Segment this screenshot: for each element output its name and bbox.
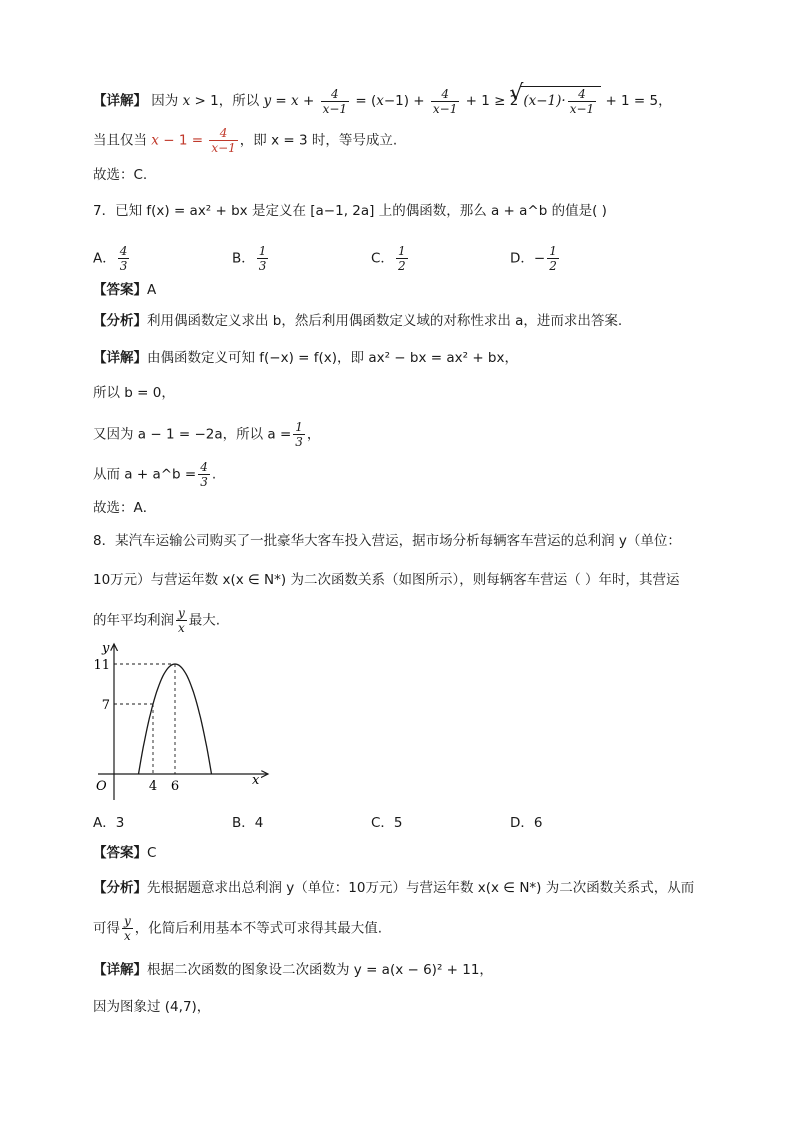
x-tick-6: 6 — [170, 779, 180, 794]
q6-detail-line — [93, 86, 734, 116]
q6-equality-text-a: 当且仅当 — [93, 132, 147, 149]
origin-label: O — [96, 779, 107, 794]
q7-detail-1: 由偶函数定义可知 f(−x) = f(x)，即 ax² − bx = ax² + bx， — [147, 350, 518, 366]
q8-stem-1: 8．某汽车运输公司购买了一批豪华大客车投入营运，据市场分析每辆客车营运的总利润 y（单位： — [93, 533, 681, 549]
q7-stem: 7．已知 f(x) = ax² + bx 是定义在 [a−1, 2a] 上的偶函数，那么 a + a^b 的值是( ) — [93, 203, 607, 219]
q7-option-c: C． $\frac{1}{2}$ — [371, 244, 406, 273]
q8-analysis-2: 可得 $\frac{y}{x}$ ，化简后利用基本不等式可求得其最大值. — [93, 914, 383, 943]
q8-stem-3: 的年平均利润 $\frac{y}{x}$ 最大. — [93, 606, 221, 635]
q8-detail-2: 因为图象过 (4,7)， — [93, 999, 211, 1015]
q7-analysis-line — [93, 310, 734, 332]
y-axis-label: y — [102, 641, 110, 656]
q8-analysis-line — [93, 877, 734, 899]
q8-option-d: D．6 — [510, 815, 543, 831]
q8-detail-line — [93, 959, 734, 981]
q8-stem-2: 10万元）与营运年数 x(x ∈ N*) 为二次函数关系（如图所示），则每辆客车营运（ ）年时，其营运 — [93, 572, 680, 588]
q7-final: 故选：A． — [93, 500, 157, 516]
q7-detail-line — [93, 347, 734, 369]
q7-option-a: A． $\frac{4}{3}$ — [93, 244, 128, 273]
q8-answer: C — [147, 845, 157, 861]
q6-answer: 故选：C. — [93, 167, 148, 183]
q7-analysis: 利用偶函数定义求出 b，然后利用偶函数定义域的对称性求出 a，进而求出答案. — [147, 313, 623, 329]
q6-equality-text-b: ，即 x = 3 时，等号成立. — [239, 132, 398, 149]
q8-option-a: A．3 — [93, 815, 125, 831]
q8-option-c: C．5 — [371, 815, 403, 831]
detail-tag: 【详解】 — [93, 350, 147, 366]
q6-equality-line: 当且仅当 x − 1 = $\frac{4}{x-1}$ ，即 x = 3 时，等号成立. — [93, 126, 398, 155]
q8-analysis-1: 先根据题意求出总利润 y（单位：10万元）与营运年数 x(x ∈ N*) 为二次函数关系式，从而 — [147, 880, 695, 896]
x-axis-label: x — [252, 773, 260, 788]
answer-tag: 【答案】 — [93, 282, 147, 298]
q7-option-b: B． $\frac{1}{3}$ — [232, 244, 267, 273]
q7-detail-4: 从而 a + a^b = $\frac{4}{3}$ . — [93, 460, 217, 489]
q6-detail-text: 因为 x > 1，所以 y = x + $\frac{4}{x-1}$ = (x−1) + $\frac{4}{x-1}$ + 1 ≥ 2√ (x−1)· $\frac{4}{x-1}$ + 1 = 5， — [151, 93, 671, 109]
analysis-tag: 【分析】 — [93, 880, 147, 896]
y-tick-11: 11 — [93, 658, 110, 673]
answer-tag: 【答案】 — [93, 845, 147, 861]
profit-graph — [88, 638, 288, 808]
detail-tag: 【详解】 — [93, 962, 147, 978]
q7-detail-2: 所以 b = 0， — [93, 385, 175, 401]
q8-answer-line — [93, 842, 734, 864]
q7-answer-line — [93, 279, 734, 301]
y-tick-7: 7 — [101, 698, 110, 713]
x-tick-4: 4 — [148, 779, 158, 794]
q8-detail-1: 根据二次函数的图象设二次函数为 y = a(x − 6)² + 11， — [147, 962, 493, 978]
q8-option-b: B．4 — [232, 815, 264, 831]
q7-detail-3: 又因为 a − 1 = −2a，所以 a = $\frac{1}{3}$ ， — [93, 420, 321, 449]
detail-tag: 【详解】 — [93, 93, 147, 109]
analysis-tag: 【分析】 — [93, 313, 147, 329]
q7-option-d: D．− $\frac{1}{2}$ — [510, 244, 557, 273]
q7-answer: A — [147, 282, 157, 298]
